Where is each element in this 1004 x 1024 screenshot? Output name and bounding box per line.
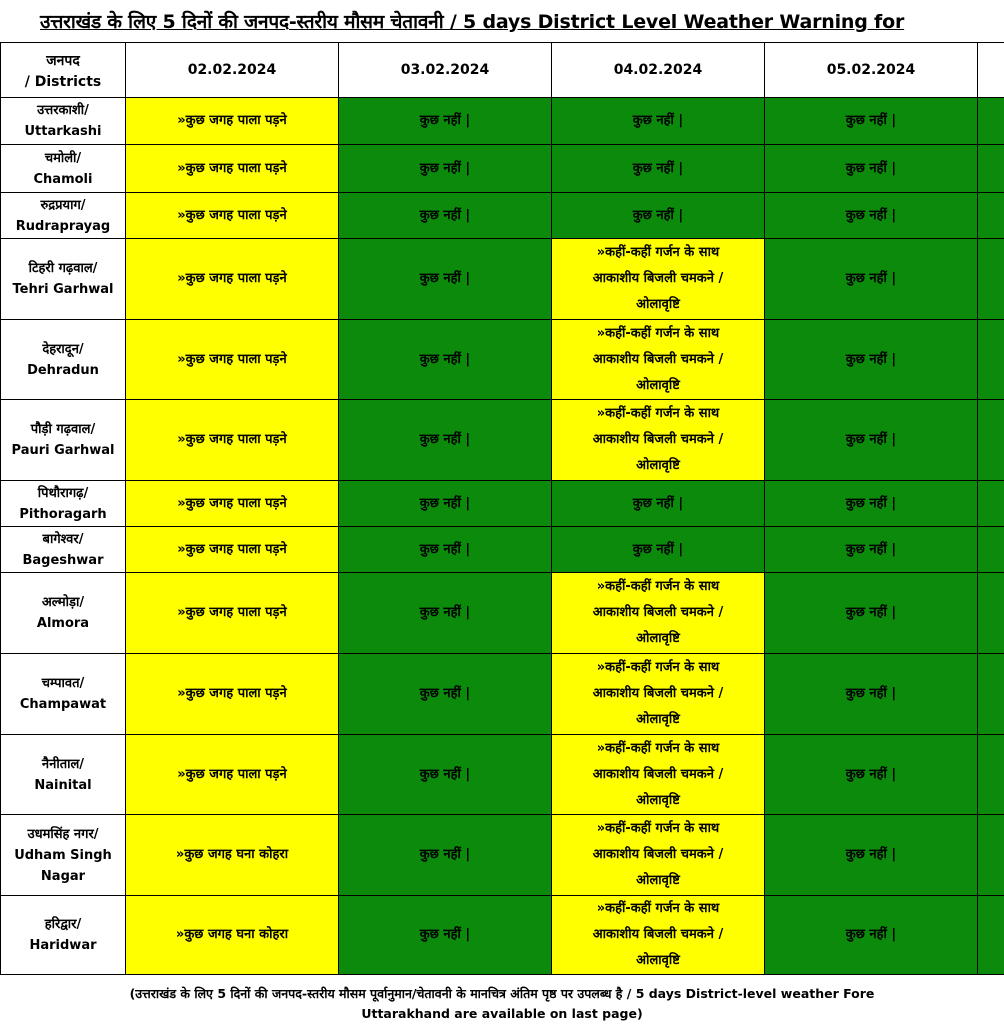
warning-cell-green xyxy=(978,481,1004,527)
footer-line: Uttarakhand are available on last page) xyxy=(361,1006,643,1021)
district-name xyxy=(1,573,126,654)
warning-text: »कहीं-कहीं गर्जन के साथ आकाशीय बिजली चमकने / ओलावृष्टि xyxy=(592,660,724,727)
district-name xyxy=(1,896,126,975)
district-name-english: Dehradun xyxy=(27,362,99,378)
district-name-hindi: टिहरी गढ़वाल/ xyxy=(28,261,98,276)
warning-cell-green xyxy=(978,145,1004,193)
district-name xyxy=(1,400,126,481)
warning-text: कुछ नहीं | xyxy=(419,495,471,511)
district-name-english: Nainital xyxy=(34,777,92,793)
district-name-hindi: नैनीताल/ xyxy=(41,756,85,772)
warning-cell-green xyxy=(339,320,552,400)
district-name-english: Pithoragarh xyxy=(19,506,107,522)
warning-text: कुछ नहीं | xyxy=(632,160,684,176)
warning-text: कुछ नहीं | xyxy=(419,160,471,176)
warning-cell-green xyxy=(765,527,978,573)
warning-text: »कुछ जगह घना कोहरा xyxy=(175,927,289,942)
warning-table xyxy=(0,42,1004,975)
warning-cell-green xyxy=(978,654,1004,735)
district-name xyxy=(1,98,126,145)
table-row xyxy=(1,400,1004,481)
warning-text: »कुछ जगह पाला पड़ने xyxy=(177,495,287,511)
warning-cell-green xyxy=(978,239,1004,320)
warning-text: कुछ नहीं | xyxy=(845,605,897,620)
district-name-hindi: उधमसिंह नगर/ xyxy=(27,826,99,842)
district-name-english: Tehri Garhwal xyxy=(12,282,114,297)
warning-text: कुछ नहीं | xyxy=(419,847,471,862)
district-name-english: Rudraprayag xyxy=(15,218,111,234)
warning-cell-yellow xyxy=(126,735,339,815)
warning-cell-green xyxy=(552,145,765,193)
table-row xyxy=(1,896,1004,975)
warning-cell-green xyxy=(552,193,765,239)
warning-cell-green xyxy=(339,527,552,573)
warning-text: कुछ नहीं | xyxy=(419,605,471,620)
warning-cell-green xyxy=(978,98,1004,145)
warning-cell-green xyxy=(339,400,552,481)
warning-text: »कुछ जगह पाला पड़ने xyxy=(177,113,287,128)
warning-text: कुछ नहीं | xyxy=(632,113,684,128)
district-name-hindi: चमोली/ xyxy=(44,150,82,166)
warning-cell-green xyxy=(978,573,1004,654)
warning-text: कुछ नहीं | xyxy=(845,766,897,782)
table-row xyxy=(1,815,1004,896)
warning-cell-green xyxy=(765,320,978,400)
warning-text: कुछ नहीं | xyxy=(632,541,684,557)
warning-text: कुछ नहीं | xyxy=(845,495,897,511)
warning-text: कुछ नहीं | xyxy=(845,113,897,128)
warning-cell-green xyxy=(552,98,765,145)
date-header: 02.02.2024 xyxy=(126,43,339,98)
warning-text: »कहीं-कहीं गर्जन के साथ आकाशीय बिजली चमकने / ओलावृष्टि xyxy=(592,821,724,888)
warning-cell-green xyxy=(339,239,552,320)
warning-text: कुछ नहीं | xyxy=(632,207,684,223)
warning-cell-yellow xyxy=(126,815,339,896)
district-name xyxy=(1,735,126,815)
warning-cell-green xyxy=(765,654,978,735)
warning-text: कुछ नहीं | xyxy=(419,541,471,557)
table-row xyxy=(1,573,1004,654)
warning-cell-yellow xyxy=(552,239,765,320)
table-row xyxy=(1,654,1004,735)
warning-text: कुछ नहीं | xyxy=(419,432,471,447)
warning-text: »कुछ जगह पाला पड़ने xyxy=(177,271,287,286)
warning-cell-green xyxy=(978,735,1004,815)
warning-text: »कुछ जगह पाला पड़ने xyxy=(177,207,287,223)
warning-cell-green xyxy=(339,815,552,896)
district-name xyxy=(1,815,126,896)
table-row xyxy=(1,193,1004,239)
warning-cell-green xyxy=(765,400,978,481)
warning-cell-yellow xyxy=(126,573,339,654)
district-name-english: Pauri Garhwal xyxy=(11,443,115,458)
warning-cell-green xyxy=(765,815,978,896)
district-name-english: Haridwar xyxy=(29,938,97,953)
warning-cell-green xyxy=(339,573,552,654)
district-column-header xyxy=(1,43,126,98)
table-row xyxy=(1,145,1004,193)
warning-text: »कहीं-कहीं गर्जन के साथ आकाशीय बिजली चमकने / ओलावृष्टि xyxy=(592,740,724,808)
district-label-english: / Districts xyxy=(24,73,102,90)
district-name-english: Almora xyxy=(36,616,90,631)
warning-cell-green xyxy=(339,896,552,975)
warning-cell-yellow xyxy=(126,527,339,573)
warning-cell-green xyxy=(552,527,765,573)
warning-text: कुछ नहीं | xyxy=(845,271,897,286)
warning-cell-green xyxy=(978,400,1004,481)
warning-text: कुछ नहीं | xyxy=(845,927,897,942)
footer-note xyxy=(0,984,1004,1024)
warning-cell-green xyxy=(765,481,978,527)
warning-cell-green xyxy=(765,145,978,193)
warning-cell-green xyxy=(339,654,552,735)
warning-text: कुछ नहीं | xyxy=(845,541,897,557)
warning-cell-yellow xyxy=(552,573,765,654)
footer-line: (उत्तराखंड के लिए 5 दिनों की जनपद-स्तरीय मौसम पूर्वानुमान/चेतावनी के मानचित्र अंतिम पृष्ठ पर उपलब्ध है / 5 days District-level weather Fore xyxy=(129,986,875,1001)
warning-cell-green xyxy=(339,735,552,815)
warning-cell-yellow xyxy=(126,481,339,527)
warning-cell-yellow xyxy=(552,654,765,735)
warning-cell-green xyxy=(765,735,978,815)
warning-text: »कहीं-कहीं गर्जन के साथ आकाशीय बिजली चमकने / ओलावृष्टि xyxy=(592,406,724,473)
district-name-hindi: अल्मोड़ा/ xyxy=(41,595,85,610)
district-name xyxy=(1,527,126,573)
warning-cell-yellow xyxy=(126,98,339,145)
warning-text: »कहीं-कहीं गर्जन के साथ आकाशीय बिजली चमकने / ओलावृष्टि xyxy=(592,325,724,393)
warning-text: कुछ नहीं | xyxy=(845,351,897,367)
table-row xyxy=(1,320,1004,400)
warning-cell-green xyxy=(552,481,765,527)
warning-cell-green xyxy=(339,145,552,193)
warning-cell-green xyxy=(339,481,552,527)
warning-text: कुछ नहीं | xyxy=(845,207,897,223)
district-name-hindi: पौड़ी गढ़वाल/ xyxy=(30,422,96,437)
district-name xyxy=(1,320,126,400)
warning-text: कुछ नहीं | xyxy=(419,686,471,701)
warning-text: कुछ नहीं | xyxy=(419,113,471,128)
warning-text: »कहीं-कहीं गर्जन के साथ आकाशीय बिजली चमकने / ओलावृष्टि xyxy=(592,901,724,968)
warning-text: »कुछ जगह पाला पड़ने xyxy=(177,160,287,176)
warning-cell-yellow xyxy=(126,320,339,400)
date-header: 05.02.2024 xyxy=(765,43,978,98)
table-row xyxy=(1,239,1004,320)
warning-cell-yellow xyxy=(126,145,339,193)
district-name-hindi: हरिद्वार/ xyxy=(44,917,82,932)
warning-cell-green xyxy=(765,573,978,654)
table-row xyxy=(1,481,1004,527)
warning-text: कुछ नहीं | xyxy=(845,686,897,701)
district-name-hindi: बागेश्वर/ xyxy=(42,531,84,547)
district-name-hindi: पिथौरागढ़/ xyxy=(37,485,89,501)
warning-cell-green xyxy=(339,193,552,239)
page-title: उत्तराखंड के लिए 5 दिनों की जनपद-स्तरीय मौसम चेतावनी / 5 days District Level Weather Warning for xyxy=(40,11,905,33)
warning-text: »कुछ जगह पाला पड़ने xyxy=(177,351,287,367)
warning-cell-green xyxy=(765,193,978,239)
district-name-english: Uttarkashi xyxy=(24,124,102,139)
district-name xyxy=(1,239,126,320)
warning-cell-green xyxy=(978,527,1004,573)
warning-cell-green xyxy=(765,896,978,975)
warning-cell-green xyxy=(978,320,1004,400)
district-label-hindi: जनपद xyxy=(46,52,80,69)
warning-text: कुछ नहीं | xyxy=(845,847,897,862)
district-name-english: Bageshwar xyxy=(22,552,104,568)
warning-cell-yellow xyxy=(552,735,765,815)
warning-text: »कुछ जगह पाला पड़ने xyxy=(177,541,287,557)
date-header xyxy=(978,43,1004,98)
warning-cell-yellow xyxy=(552,815,765,896)
district-name-english: Udham Singh Nagar xyxy=(14,847,112,884)
warning-cell-yellow xyxy=(126,896,339,975)
warning-text: »कुछ जगह पाला पड़ने xyxy=(177,432,287,447)
district-name-hindi: रुद्रप्रयाग/ xyxy=(40,197,86,213)
warning-text: कुछ नहीं | xyxy=(419,927,471,942)
warning-text: कुछ नहीं | xyxy=(632,495,684,511)
table-row xyxy=(1,735,1004,815)
warning-cell-yellow xyxy=(552,320,765,400)
warning-text: कुछ नहीं | xyxy=(845,432,897,447)
warning-text: »कुछ जगह पाला पड़ने xyxy=(177,605,287,620)
warning-text: »कहीं-कहीं गर्जन के साथ आकाशीय बिजली चमकने / ओलावृष्टि xyxy=(592,245,724,312)
warning-cell-yellow xyxy=(126,654,339,735)
warning-text: »कुछ जगह घना कोहरा xyxy=(175,847,289,862)
warning-text: कुछ नहीं | xyxy=(845,160,897,176)
header-row xyxy=(1,43,1004,98)
warning-cell-green xyxy=(339,98,552,145)
warning-text: कुछ नहीं | xyxy=(419,766,471,782)
district-name-hindi: चम्पावत/ xyxy=(41,676,85,691)
warning-cell-green xyxy=(765,98,978,145)
district-name-hindi: उत्तरकाशी/ xyxy=(37,103,89,118)
date-header: 03.02.2024 xyxy=(339,43,552,98)
district-name-english: Champawat xyxy=(19,697,107,712)
warning-cell-yellow xyxy=(552,896,765,975)
warning-cell-yellow xyxy=(126,239,339,320)
warning-cell-green xyxy=(765,239,978,320)
warning-text: »कहीं-कहीं गर्जन के साथ आकाशीय बिजली चमकने / ओलावृष्टि xyxy=(592,579,724,646)
district-name xyxy=(1,145,126,193)
district-name xyxy=(1,193,126,239)
district-name-english: Chamoli xyxy=(33,171,93,187)
warning-cell-yellow xyxy=(552,400,765,481)
warning-text: कुछ नहीं | xyxy=(419,271,471,286)
warning-cell-green xyxy=(978,815,1004,896)
warning-cell-yellow xyxy=(126,193,339,239)
district-name xyxy=(1,654,126,735)
warning-text: »कुछ जगह पाला पड़ने xyxy=(177,766,287,782)
warning-text: कुछ नहीं | xyxy=(419,351,471,367)
warning-cell-green xyxy=(978,896,1004,975)
district-name xyxy=(1,481,126,527)
warning-text: »कुछ जगह पाला पड़ने xyxy=(177,686,287,701)
table-body xyxy=(1,98,1004,975)
warning-text: कुछ नहीं | xyxy=(419,207,471,223)
table-row xyxy=(1,98,1004,145)
district-name-hindi: देहरादून/ xyxy=(42,341,84,357)
date-header: 04.02.2024 xyxy=(552,43,765,98)
warning-cell-yellow xyxy=(126,400,339,481)
table-row xyxy=(1,527,1004,573)
warning-cell-green xyxy=(978,193,1004,239)
